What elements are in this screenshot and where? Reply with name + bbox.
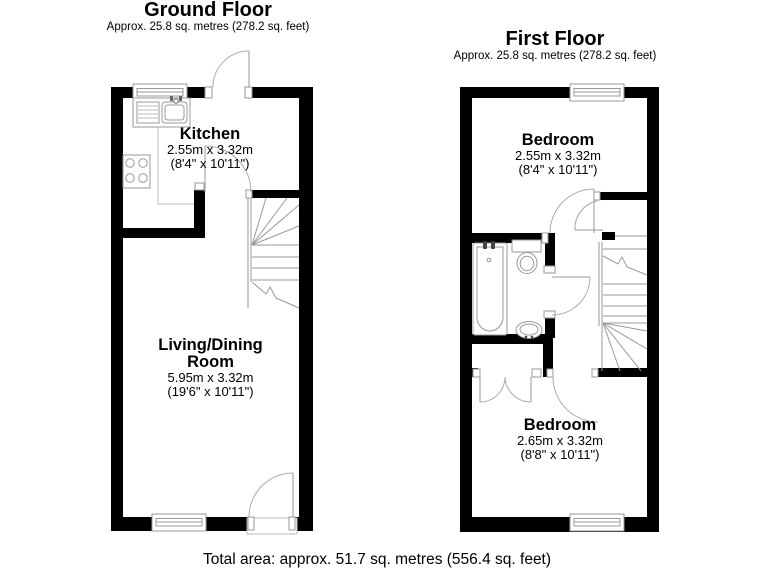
room-size-imperial: (8'4" x 10'11") [518, 162, 598, 177]
ground-floor-title: Ground Floor [144, 0, 272, 21]
first-floor-stairs [599, 242, 647, 371]
wash-basin [516, 322, 542, 339]
room-name: Bedroom [523, 416, 597, 434]
room-size-metric: 5.95m x 3.32m [167, 370, 254, 385]
room-name: Bedroom [521, 131, 595, 149]
room-name: Kitchen [179, 125, 241, 143]
kitchen-label [140, 126, 280, 171]
living-dining-label [148, 337, 273, 399]
room-name: Living/Dining Room [158, 336, 263, 371]
first-floor-header [445, 29, 665, 63]
bedroom2-window [570, 514, 624, 531]
patio-door [247, 473, 297, 534]
room-size-imperial: (19'6" x 10'11") [167, 384, 254, 399]
room-size-imperial: (8'8" x 10'11") [520, 447, 600, 462]
bathtub [473, 241, 507, 335]
ground-floor-header [98, 0, 318, 34]
ground-floor-subtitle: Approx. 25.8 sq. metres (278.2 sq. feet) [106, 21, 310, 33]
kitchen-sink [133, 96, 190, 127]
first-floor-subtitle: Approx. 25.8 sq. metres (278.2 sq. feet) [453, 50, 657, 62]
bedroom2-label [485, 417, 635, 462]
room-size-metric: 2.55m x 3.32m [167, 142, 253, 157]
bathroom-door [544, 266, 590, 318]
first-floor-title: First Floor [505, 28, 605, 50]
toilet [512, 240, 541, 274]
room-size-imperial: (8'4" x 10'11") [170, 156, 250, 171]
bedroom1-label [483, 132, 633, 177]
bedroom2-door [547, 369, 598, 422]
total-area-text: Total area: approx. 51.7 sq. metres (556.4 sq. feet) [202, 551, 552, 568]
room-size-metric: 2.55m x 3.32m [515, 148, 601, 163]
bedroom1-window [570, 84, 624, 101]
ground-floor-stairs [248, 198, 299, 308]
room-size-metric: 2.65m x 3.32m [517, 433, 603, 448]
living-room-window [152, 514, 206, 531]
ground-floor-plan [111, 51, 313, 534]
wardrobe-doors [473, 369, 541, 402]
